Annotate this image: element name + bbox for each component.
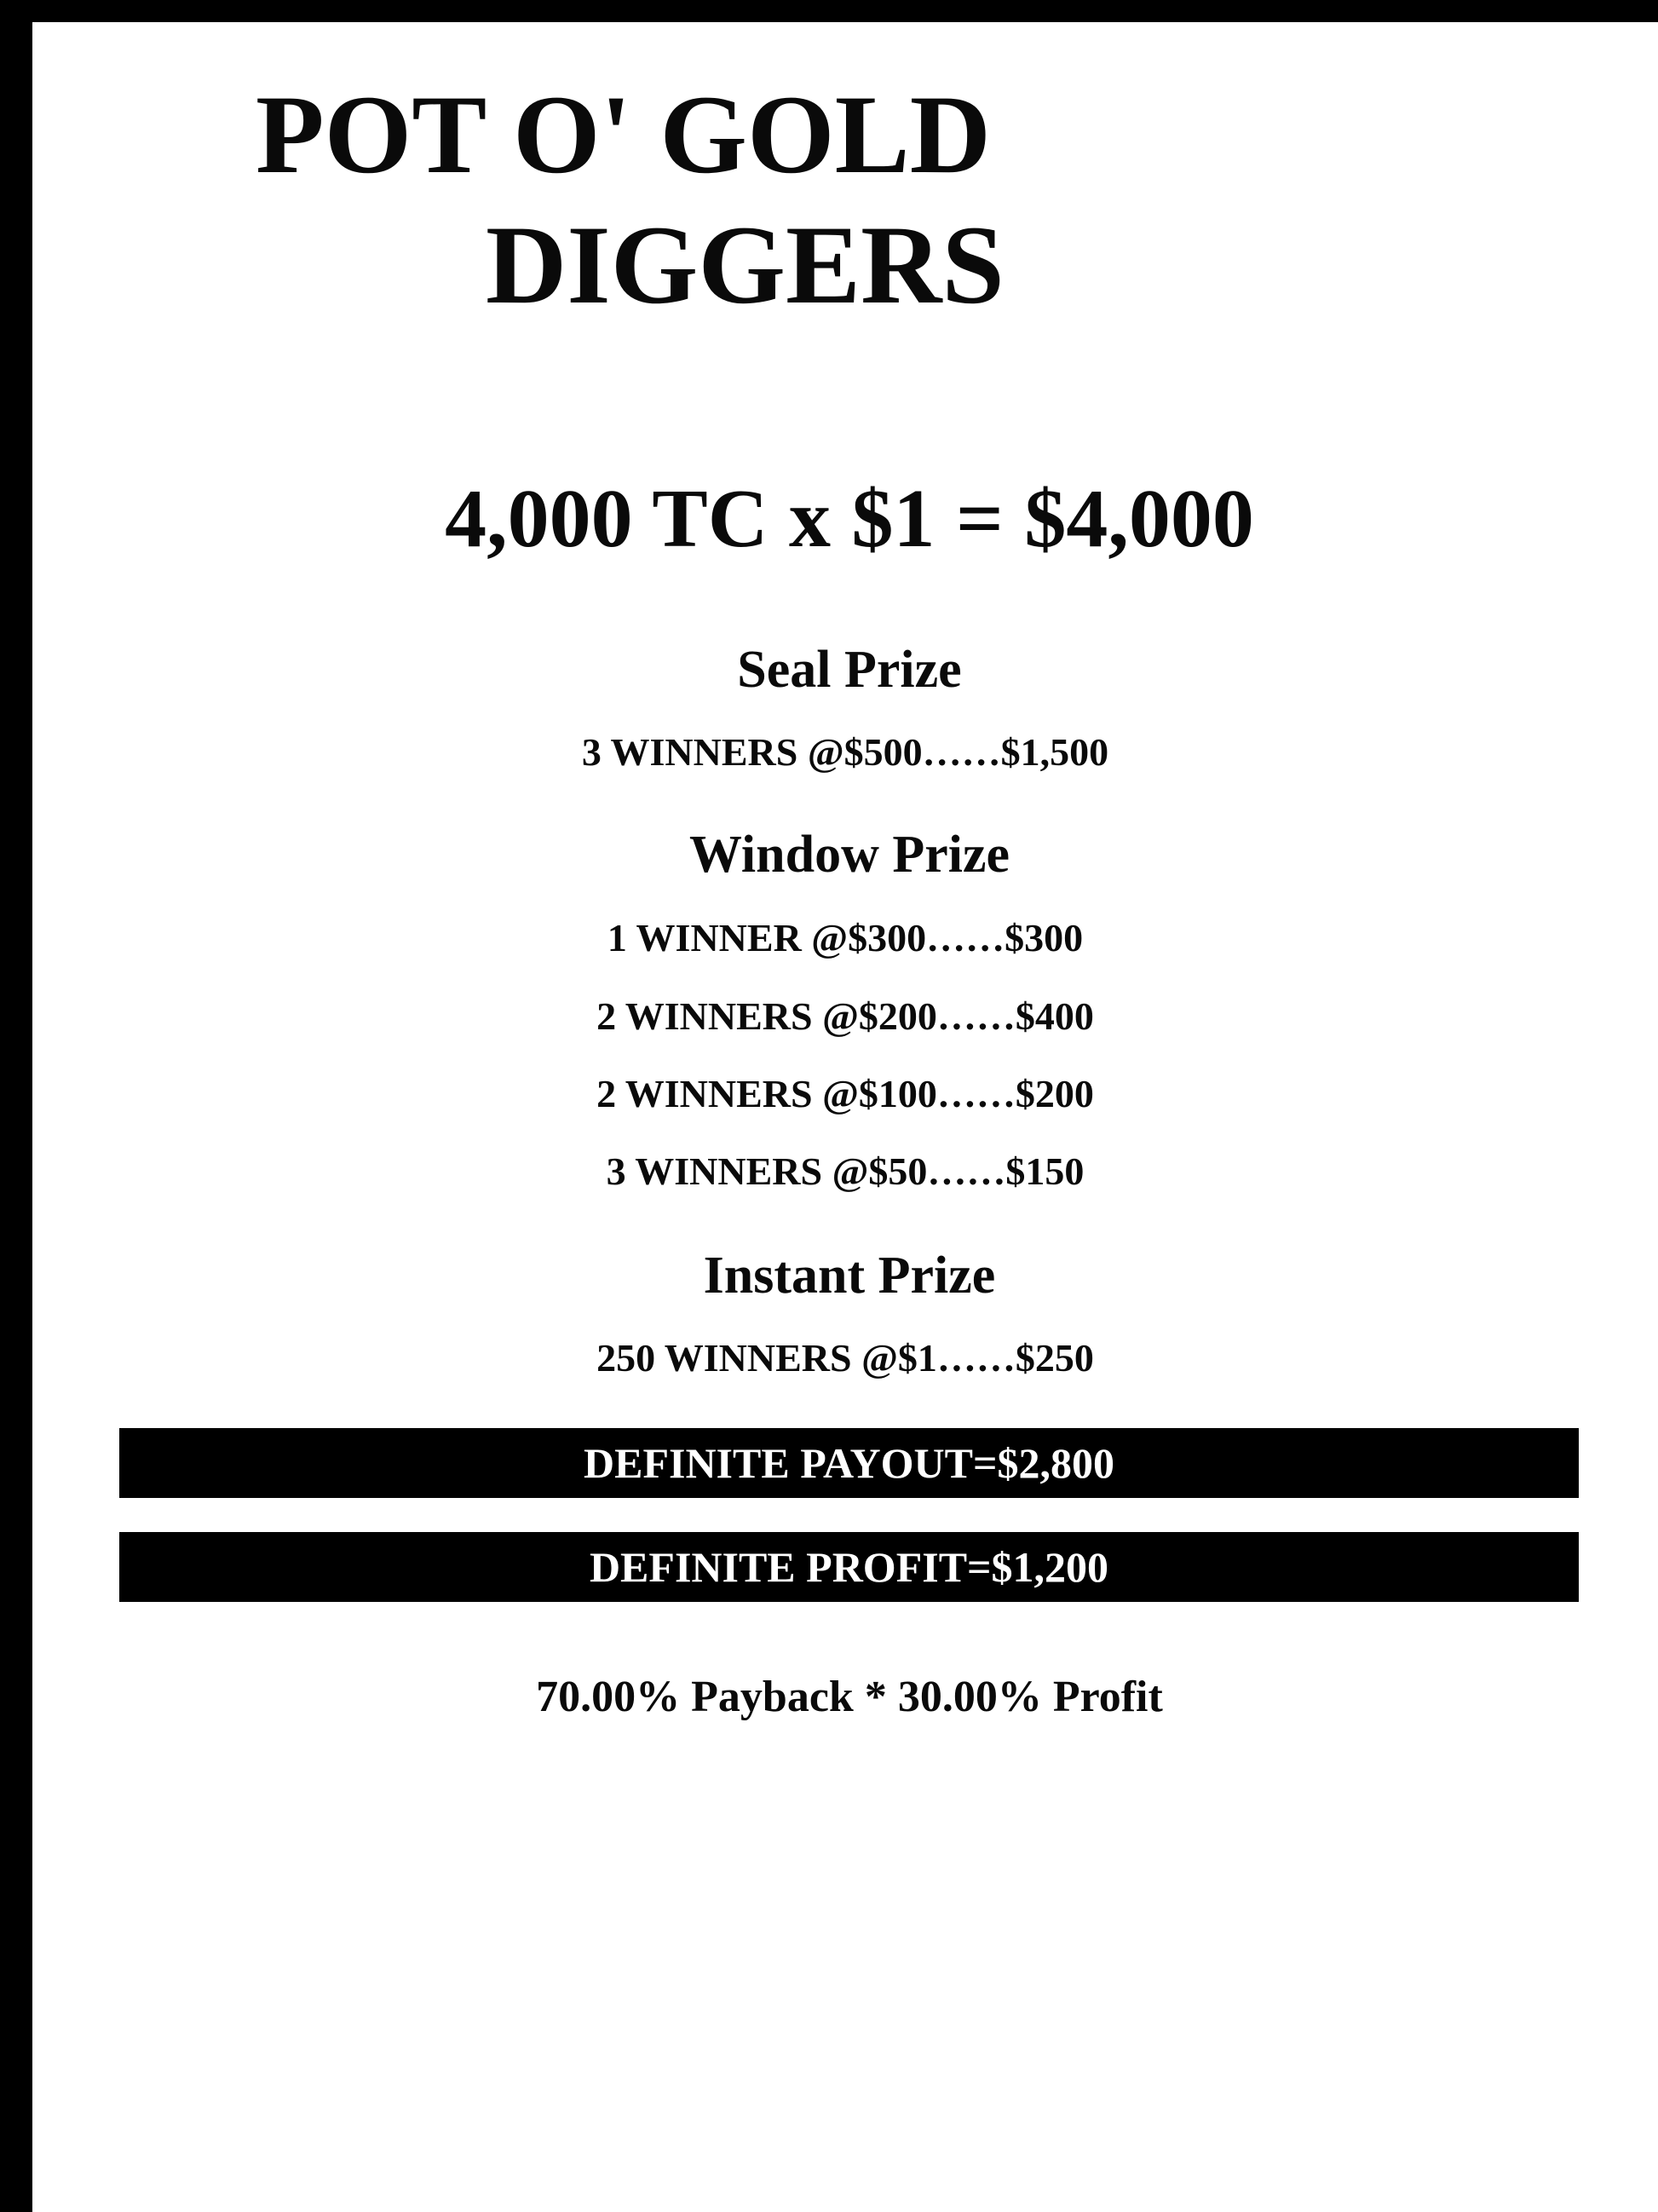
payout-text: DEFINITE PAYOUT=$2,800 xyxy=(583,1439,1115,1487)
section-heading-window: Window Prize xyxy=(689,826,1010,884)
prize-line-window-1: 1 WINNER @$300……$300 xyxy=(607,916,1084,959)
prize-line-window-2: 2 WINNERS @$200……$400 xyxy=(596,994,1094,1038)
section-heading-seal: Seal Prize xyxy=(737,641,962,699)
payback-summary: 70.00% Payback * 30.00% Profit xyxy=(536,1673,1163,1721)
title-line-2: DIGGERS xyxy=(486,202,1005,327)
prize-line-seal-1: 3 WINNERS @$500……$1,500 xyxy=(581,730,1109,774)
payout-bar xyxy=(119,1428,1579,1498)
page-frame-top xyxy=(0,0,1658,22)
prize-line-window-3: 2 WINNERS @$100……$200 xyxy=(596,1072,1094,1115)
profit-text: DEFINITE PROFIT=$1,200 xyxy=(589,1543,1109,1591)
section-heading-instant: Instant Prize xyxy=(703,1247,996,1305)
profit-bar xyxy=(119,1532,1579,1602)
title-line-1: POT O' GOLD xyxy=(256,72,992,197)
prize-line-window-4: 3 WINNERS @$50……$150 xyxy=(606,1149,1085,1193)
ticket-equation: 4,000 TC x $1 = $4,000 xyxy=(445,473,1254,565)
prize-line-instant-1: 250 WINNERS @$1……$250 xyxy=(596,1336,1094,1380)
